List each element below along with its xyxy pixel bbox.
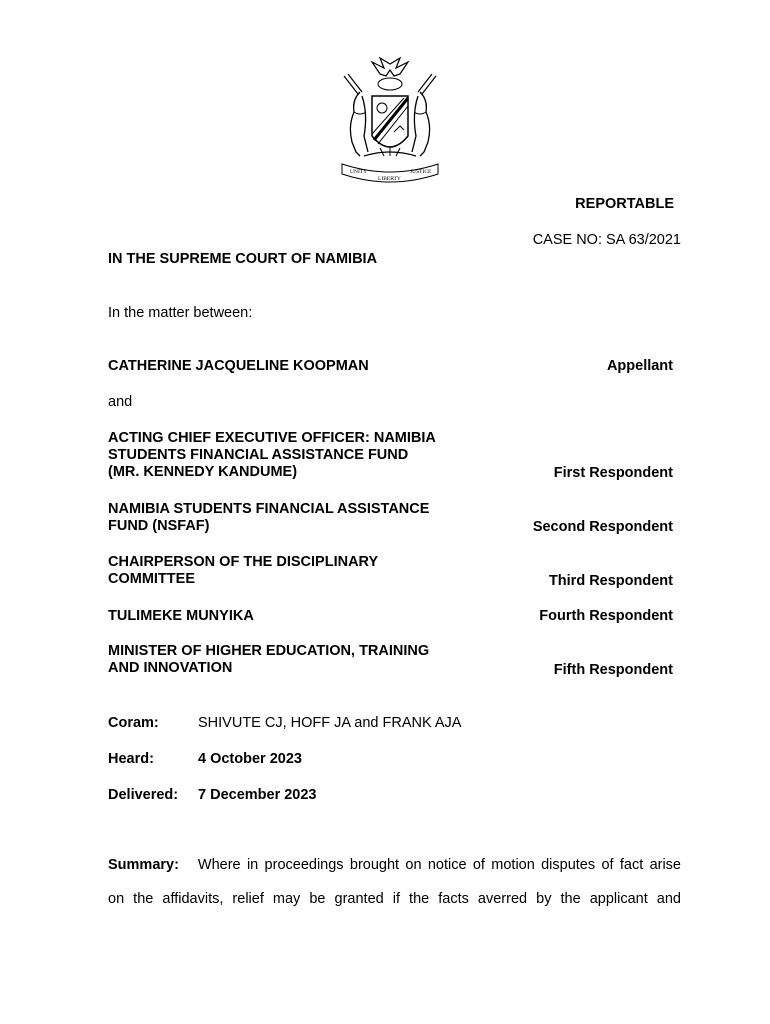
heard-value: 4 October 2023	[198, 751, 302, 767]
court-title: IN THE SUPREME COURT OF NAMIBIA	[108, 251, 378, 267]
fifth-respondent-role: Fifth Respondent	[553, 662, 673, 678]
third-respondent-role: Third Respondent	[548, 573, 673, 589]
first-respondent-line-2: STUDENTS FINANCIAL ASSISTANCE FUND	[108, 447, 409, 463]
coram-value: SHIVUTE CJ, HOFF JA and FRANK AJA	[198, 715, 462, 731]
second-respondent-line-1: NAMIBIA STUDENTS FINANCIAL ASSISTANCE	[108, 501, 430, 517]
and-text: and	[108, 394, 133, 410]
first-respondent-role: First Respondent	[553, 465, 673, 481]
second-respondent-role: Second Respondent	[532, 519, 673, 535]
fifth-respondent-line-2: AND INNOVATION	[108, 660, 233, 676]
motto-liberty: LIBERTY	[378, 176, 401, 182]
motto-justice: JUSTICE	[410, 169, 432, 175]
delivered-value: 7 December 2023	[198, 787, 317, 803]
summary-label: Summary:	[108, 857, 179, 873]
case-number: CASE NO: SA 63/2021	[532, 232, 681, 248]
second-respondent-line-2: FUND (NSFAF)	[108, 518, 210, 534]
fifth-respondent-line-1: MINISTER OF HIGHER EDUCATION, TRAINING	[108, 643, 430, 659]
matter-between: In the matter between:	[108, 305, 253, 321]
third-respondent-line-1: CHAIRPERSON OF THE DISCIPLINARY	[108, 554, 379, 570]
delivered-label: Delivered:	[108, 787, 179, 803]
appellant-name: CATHERINE JACQUELINE KOOPMAN	[108, 358, 369, 374]
summary-line-1	[108, 848, 681, 882]
heard-label: Heard:	[108, 751, 154, 767]
summary-line-2: on the affidavits, relief may be granted if the facts averred by the applicant and	[108, 891, 681, 907]
motto-unity: UNITY	[350, 169, 368, 175]
appellant-role: Appellant	[606, 358, 673, 374]
fourth-respondent-role: Fourth Respondent	[539, 608, 673, 624]
reportable-label: REPORTABLE	[575, 196, 674, 212]
third-respondent-line-2: COMMITTEE	[108, 571, 195, 587]
summary-paragraph	[108, 848, 681, 916]
first-respondent-line-1: ACTING CHIEF EXECUTIVE OFFICER: NAMIBIA	[108, 430, 436, 446]
coat-of-arms-logo	[334, 56, 446, 186]
summary-text-1: Where in proceedings brought on notice of motion disputes of fact arise	[197, 857, 681, 873]
coram-label: Coram:	[108, 715, 159, 731]
first-respondent-line-3: (MR. KENNEDY KANDUME)	[108, 464, 298, 480]
fourth-respondent-name: TULIMEKE MUNYIKA	[108, 608, 254, 624]
